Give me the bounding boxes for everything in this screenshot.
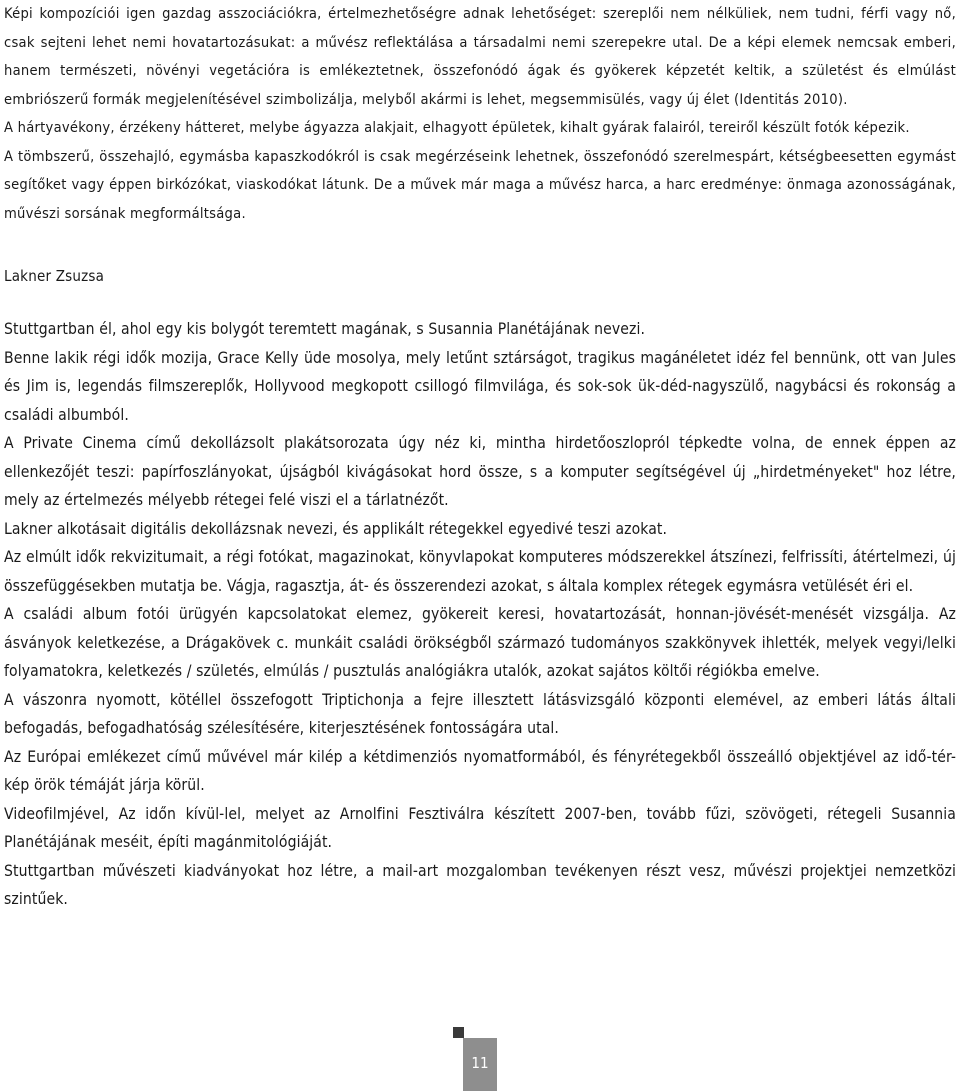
author-heading: Lakner Zsuzsa: [4, 267, 105, 285]
bio-paragraph: A vászonra nyomott, kötéllel összefogott Triptichonja a fejre illesztett látásvizsgáló központi elemével, az emberi látás általi befogadás, befogadhatóság szélesítésére, kiterjesztésének fontosságára utal.: [4, 690, 956, 737]
bio-paragraph: A családi album fotói ürügyén kapcsolatokat elemez, gyökereit keresi, hovatartozását, honnan-jövését-menését vizsgálja. Az ásványok keletkezése, a Drágakövek c. munkáit családi örökségből származó tudományos szakkönyvek ihlették, melyek vegyi/lelki folyamatokra, keletkezés / születés, elmúlás / pusztulás analógiákra utalók, azokat sajátos költői régiókba emelve.: [4, 605, 956, 680]
bio-section: [4, 315, 956, 914]
document-page: [4, 0, 956, 914]
page-number: 11: [471, 1054, 489, 1072]
bio-paragraph: Az Európai emlékezet című művével már kilép a kétdimenziós nyomatformából, és fényrétegekből összeálló objektjével az idő-tér-kép örök témáját járja körül.: [4, 747, 956, 794]
page-number-corner-mark: [453, 1027, 464, 1038]
bio-paragraph: Lakner alkotásait digitális dekollázsnak nevezi, és applikált rétegekkel egyedivé teszi azokat.: [4, 519, 668, 538]
intro-paragraph: A hártyavékony, érzékeny hátteret, melybe ágyazza alakjait, elhagyott épületek, kihalt gyárak falairól, tereiről készült fotók képezik.: [4, 119, 910, 136]
bio-paragraph: Videofilmjével, Az időn kívül-lel, melyet az Arnolfini Fesztiválra készített 2007-ben, tovább fűzi, szövögeti, rétegeli Susannia Planétájának meséit, építi magánmitológiáját.: [4, 804, 956, 851]
intro-section: [4, 0, 956, 228]
bio-paragraph: Az elmúlt idők rekvizitumait, a régi fotókat, magazinokat, könyvlapokat komputeres módszerekkel átszínezi, felfrissíti, átértelmezi, új összefüggésekben mutatja be. Vágja, ragasztja, át- és összerendezi azokat, s általa komplex rétegek egymásra vetülését éri el.: [4, 548, 956, 595]
bio-paragraph: Stuttgartban művészeti kiadványokat hoz létre, a mail-art mozgalomban tevékenyen részt vesz, művészi projektjei nemzetközi szintűek.: [4, 861, 956, 908]
bio-paragraph: Benne lakik régi idők mozija, Grace Kelly üde mosolya, mely letűnt sztárságot, tragikus magánéletet idéz fel bennünk, ott van Jules és Jim is, legendás filmszereplők, Hollyvood megkopott csillogó filmvilága, és sok-sok ük-déd-nagyszülő, nagybácsi és rokonság a családi albumból.: [4, 348, 956, 424]
intro-paragraph: Képi kompozíciói igen gazdag asszociációkra, értelmezhetőségre adnak lehetőséget: szereplői nem nélküliek, nem tudni, férfi vagy nő, csak sejteni lehet nemi hovatartozásukat: a művész reflektálása a társadalmi nemi szerepekre utal. De a képi elemek nemcsak emberi, hanem természeti, növényi vegetációra is emlékeztetnek, összefonódó ágak és gyökerek képzetét keltik, a születést és elmúlást embriószerű formák megjelenítésével szimbolizálja, melyből akármi is lehet, megsemmisülés, vagy új élet (Identitás 2010).: [4, 5, 956, 108]
bio-paragraph: Stuttgartban él, ahol egy kis bolygót teremtett magának, s Susannia Planétájának nevezi.: [4, 320, 646, 338]
bio-paragraph: A Private Cinema című dekollázsolt plakátsorozata úgy néz ki, mintha hirdetőoszlopról tépkedte volna, de ennek éppen az ellenkezőjét teszi: papírfoszlányokat, újságból kivágásokat hord össze, s a komputer segítségével új „hirdetményeket" hoz létre, mely az értelmezés mélyebb rétegei felé viszi el a tárlatnézőt.: [4, 434, 956, 509]
intro-paragraph: A tömbszerű, összehajló, egymásba kapaszkodókról is csak megérzéseink lehetnek, összefonódó szerelmespárt, kétségbeesetten egymást segítőket vagy éppen birkózókat, viaskodókat látunk. De a művek már maga a művész harca, a harc eredménye: önmaga azonosságának, művészi sorsának megformáltsága.: [4, 147, 956, 222]
